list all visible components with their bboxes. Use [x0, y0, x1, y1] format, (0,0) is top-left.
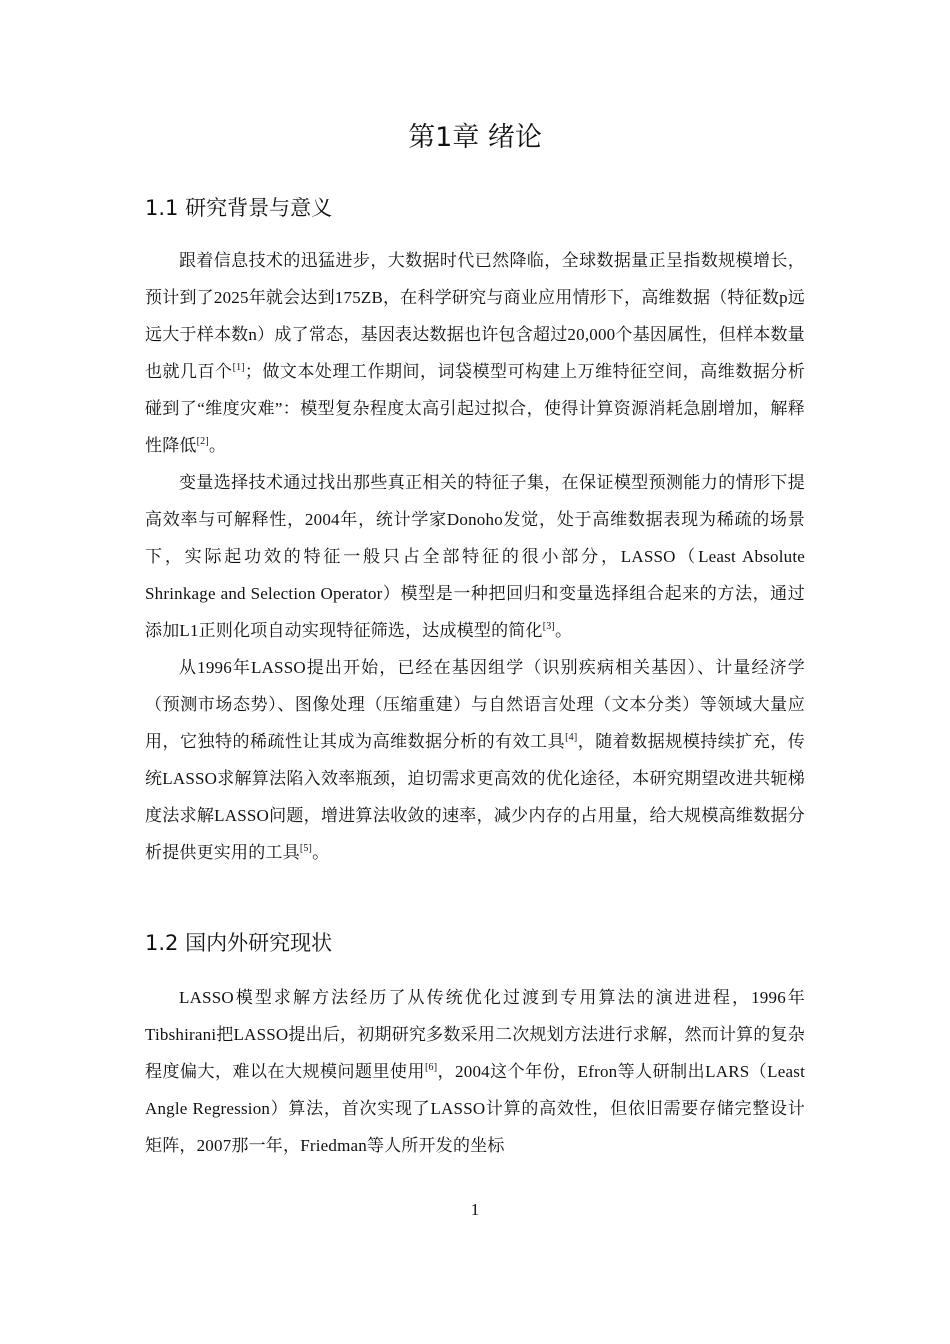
paragraph-text: ，随着数据规模持续扩充，传统LASSO求解算法陷入效率瓶颈，迫切需求更高效的优化途径，本研究期望改进共轭梯度法求解LASSO问题，增进算法收敛的速率，减少内存的占用量，给大规模高维数据分析提供更实用的工具	[145, 732, 805, 862]
citation: [6]	[424, 1062, 438, 1073]
paragraph-text: ；做文本处理工作期间，词袋模型可构建上万维特征空间，高维数据分析碰到了“维度灾难”：模型复杂程度太高引起过拟合，使得计算资源消耗急剧增加，解释性降低	[145, 362, 805, 455]
citation: [5]	[299, 843, 313, 854]
paragraph	[145, 464, 805, 649]
chapter-title: 第1章 绪论	[408, 122, 542, 153]
section-heading-1-2: 1.2 国内外研究现状	[145, 931, 333, 955]
paragraph	[145, 242, 805, 464]
paragraph-text: 从1996年LASSO提出开始，已经在基因组学（识别疾病相关基因）、计量经济学（预测市场态势）、图像处理（压缩重建）与自然语言处理（文本分类）等领域大量应用，它独特的稀疏性让其成为高维数据分析的有效工具	[145, 658, 805, 751]
citation: [1]	[232, 362, 245, 373]
paragraph-text: 跟着信息技术的迅猛进步，大数据时代已然降临，全球数据量正呈指数规模增长，预计到了2025年就会达到175ZB，在科学研究与商业应用情形下，高维数据（特征数p远远大于样本数n）成了常态，基因表达数据也许包含超过20,000个基因属性，但样本数量也就几百个	[145, 251, 805, 381]
paragraph-text: ，2004这个年份，Efron等人研制出LARS（Least Angle Regression）算法，首次实现了LASSO计算的高效性，但依旧需要存储完整设计矩阵，2007那一年，Friedman等人所开发的坐标	[145, 1062, 805, 1155]
citation: [4]	[565, 732, 578, 743]
paragraph	[145, 979, 805, 1164]
paragraph-text: 。	[554, 621, 573, 640]
paragraph-text: LASSO模型求解方法经历了从传统优化过渡到专用算法的演进进程，1996年Tibshirani把LASSO提出后，初期研究多数采用二次规划方法进行求解，然而计算的复杂程度偏大，难以在大规模问题里使用	[145, 988, 805, 1081]
paragraph-text: 变量选择技术通过找出那些真正相关的特征子集，在保证模型预测能力的情形下提高效率与可解释性，2004年，统计学家Donoho发觉，处于高维数据表现为稀疏的场景下，实际起功效的特征一般只占全部特征的很小部分，LASSO（Least Absolute Shrinkage and Selection Operator）模型是一种把回归和变量选择组合起来的方法，通过添加L1正则化项自动实现特征筛选，达成模型的简化	[145, 473, 805, 640]
paragraph-text: 。	[208, 436, 227, 455]
section-1-1-body	[145, 242, 805, 871]
citation: [3]	[542, 621, 555, 632]
section-heading-1-1: 1.1 研究背景与意义	[145, 196, 333, 220]
citation: [2]	[196, 436, 209, 447]
section-1-2-body	[145, 979, 805, 1164]
page-number: 1	[470, 1200, 480, 1219]
paragraph	[145, 649, 805, 871]
paragraph-text: 。	[312, 843, 330, 862]
